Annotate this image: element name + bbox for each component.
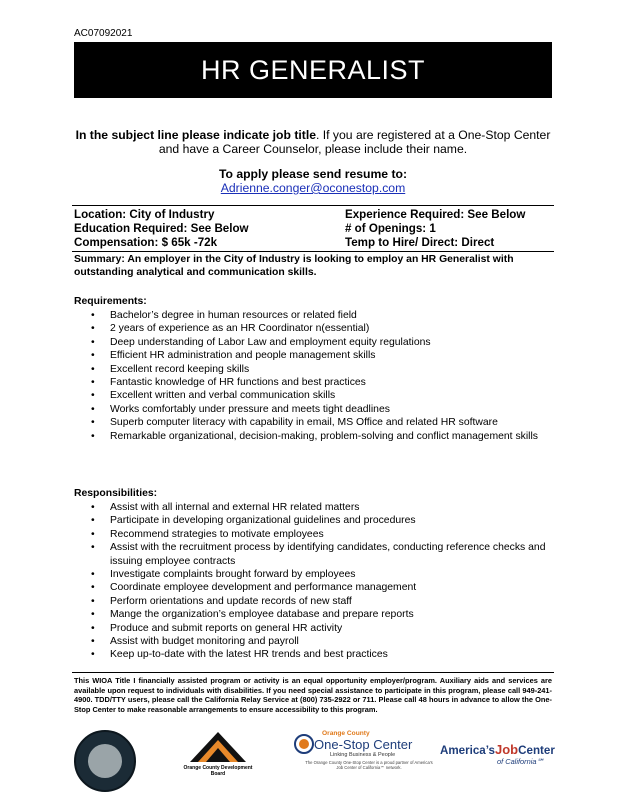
- location: Location: City of Industry: [74, 208, 215, 221]
- list-item: • Produce and submit reports on general HR activity: [74, 622, 552, 635]
- apply-section: [74, 167, 552, 195]
- list-item: • 2 years of experience as an HR Coordinator n(essential): [74, 322, 552, 335]
- county-seal-logo: [74, 730, 136, 792]
- job-title: HR GENERALIST: [200, 54, 426, 85]
- title-banner: [74, 42, 552, 98]
- list-item: • Keep up-to-date with the latest HR trends and best practices: [74, 648, 552, 661]
- list-item: • Efficient HR administration and people management skills: [74, 349, 552, 362]
- responsibilities-section: [74, 487, 552, 662]
- details-row: [74, 222, 552, 236]
- ajc-prefix: America’s: [440, 744, 495, 757]
- divider: [72, 251, 554, 252]
- openings: # of Openings: 1: [345, 222, 436, 235]
- list-item: • Investigate complaints brought forward by employees: [74, 568, 552, 581]
- requirements-heading: Requirements:: [74, 296, 147, 307]
- intro-text: [74, 128, 552, 156]
- osc-tagline: Linking Business & People: [330, 752, 396, 758]
- intro-rest: . If you are registered at a One-Stop Center and have a Career Counselor, please include their name.: [158, 128, 551, 156]
- apply-label: To apply please send resume to:: [218, 167, 408, 181]
- list-item: • Excellent record keeping skills: [74, 363, 552, 376]
- list-item: • Assist with all internal and external HR related matters: [74, 501, 552, 514]
- experience: Experience Required: See Below: [345, 208, 526, 221]
- divider: [72, 672, 554, 673]
- americas-job-center-logo: [440, 742, 555, 772]
- partner-logos: [74, 724, 555, 784]
- details-row: [74, 208, 552, 222]
- list-item: • Recommend strategies to motivate employees: [74, 528, 552, 541]
- list-item: • Deep understanding of Labor Law and employment equity regulations: [74, 336, 552, 349]
- eeo-disclaimer: This WIOA Title I financially assisted program or activity is an equal opportunity employer/program. Auxiliary aids and services are available upon request to individuals with disabilities. If you need special assistance to participate in this program, please call 949-241-4900. TDD/TTY users, please call the California Relay Service at (800) 735-2922 or 711. Please call 48 hours in advance to allow the One-Stop Center to make reasonable arrangements to ensure accessibility to this program.: [74, 676, 552, 714]
- requirements-list: [74, 309, 552, 443]
- mountain-icon: [188, 730, 248, 764]
- job-details: [74, 208, 552, 250]
- intro-bold: In the subject line please indicate job title: [75, 128, 316, 142]
- list-item: • Mange the organization’s employee database and prepare reports: [74, 608, 552, 621]
- posting-code: AC07092021: [74, 28, 133, 39]
- summary: Summary: An employer in the City of Industry is looking to employ an HR Generalist with outstanding analytical and communication skills.: [74, 254, 514, 278]
- ajc-name: [440, 742, 555, 757]
- list-item: • Bachelor’s degree in human resources or related field: [74, 309, 552, 322]
- details-row: [74, 236, 552, 250]
- ajc-sub: of California℠: [497, 757, 544, 766]
- list-item: • Assist with the recruitment process by identifying candidates, conducting reference checks and issuing employee contracts: [74, 541, 552, 568]
- osc-county: Orange County: [322, 730, 370, 737]
- list-item: • Perform orientations and update records of new staff: [74, 595, 552, 608]
- list-item: • Works comfortably under pressure and meets tight deadlines: [74, 403, 552, 416]
- ajc-center: Center: [518, 744, 555, 757]
- apply-email-link[interactable]: Adrienne.conger@oconestop.com: [220, 181, 406, 195]
- requirements-section: [74, 295, 552, 443]
- osc-note: The Orange County One-Stop Center is a proud partner of America’s Job Center of California℠ network.: [305, 760, 433, 771]
- list-item: • Superb computer literacy with capability in email, MS Office and related HR software: [74, 416, 552, 429]
- list-item: • Participate in developing organizational guidelines and procedures: [74, 514, 552, 527]
- divider: [72, 205, 554, 206]
- orange-emblem-icon: [292, 732, 316, 754]
- list-item: • Assist with budget monitoring and payroll: [74, 635, 552, 648]
- education: Education Required: See Below: [74, 222, 249, 235]
- responsibilities-list: [74, 501, 552, 662]
- list-item: • Coordinate employee development and performance management: [74, 581, 552, 594]
- seal-emblem: [88, 744, 122, 778]
- ocdb-caption: Orange County Development Board: [183, 765, 253, 777]
- responsibilities-heading: Responsibilities:: [74, 488, 158, 499]
- ocdb-logo: [178, 730, 258, 778]
- compensation: Compensation: $ 65k -72k: [74, 236, 218, 249]
- list-item: • Remarkable organizational, decision-making, problem-solving and conflict management skills: [74, 430, 552, 443]
- hire-type: Temp to Hire/ Direct: Direct: [345, 236, 495, 249]
- list-item: • Fantastic knowledge of HR functions and best practices: [74, 376, 552, 389]
- ajc-job: Job: [495, 742, 519, 757]
- one-stop-center-logo: [292, 730, 440, 780]
- list-item: • Excellent written and verbal communication skills: [74, 389, 552, 402]
- osc-name: One-Stop Center: [314, 737, 413, 752]
